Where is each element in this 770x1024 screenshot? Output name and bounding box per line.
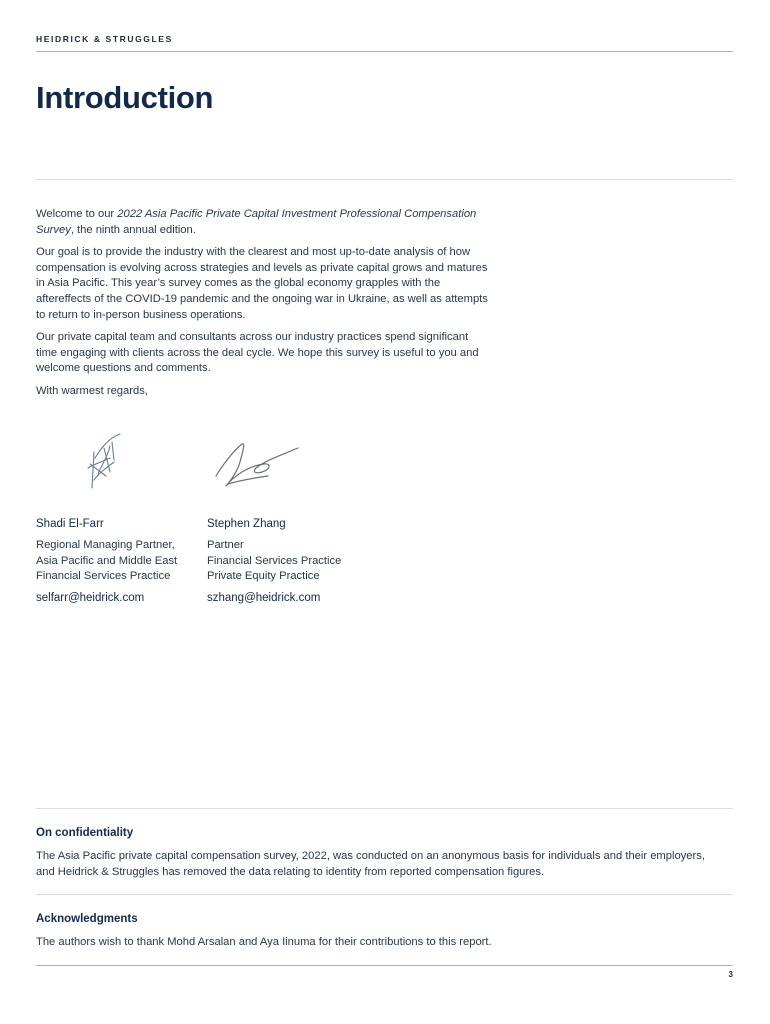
role-line: Private Equity Practice [207,570,320,583]
survey-title: 2022 Asia Pacific Private Capital Investment Professional Compensation Survey [36,208,477,236]
intro-p1-suffix: , the ninth annual edition. [70,223,196,236]
signature-shadi-el-farr [80,428,132,494]
title-divider [36,179,733,180]
signatory-role [207,538,341,585]
confidentiality-heading: On confidentiality [36,827,134,839]
signatory-name: Shadi El-Farr [36,518,104,530]
signatory-2 [207,518,341,604]
signatory-name: Stephen Zhang [207,518,286,530]
footer-divider [36,965,733,966]
role-line: Asia Pacific and Middle East [36,554,178,567]
confidentiality-text: The Asia Pacific private capital compensation survey, 2022, was conducted on an anonymous basis for individuals and their employers, and Heidrick & Struggles has removed the data relating to identity from reported compensation figures. [36,850,705,878]
acknowledgments-divider [36,894,733,895]
intro-p1-prefix: Welcome to our [36,208,118,220]
signatory-1 [36,518,177,604]
role-line: Financial Services Practice [36,570,171,583]
intro-body [36,207,491,407]
page-title: Introduction [36,80,214,115]
confidentiality-divider [36,808,733,809]
role-line: Partner [207,539,244,551]
role-line: Financial Services Practice [207,554,342,567]
intro-paragraph-1 [36,207,491,238]
signatory-role [36,538,177,585]
closing-line: With warmest regards, [36,384,148,397]
role-line: Regional Managing Partner, [36,539,175,551]
signatory-email-link[interactable]: selfarr@heidrick.com [36,591,145,604]
intro-paragraph-3: Our private capital team and consultants across our industry practices spend significant time engaging with clients across the deal cycle. We hope this survey is useful to you and welcome questions and comments. [36,331,479,375]
header-divider [36,51,733,52]
acknowledgments-text: The authors wish to thank Mohd Arsalan and Aya Iinuma for their contributions to this report. [36,936,492,948]
brand-header: HEIDRICK & STRUGGLES [36,34,173,44]
intro-paragraph-2: Our goal is to provide the industry with the clearest and most up-to-date analysis of how compensation is evolving across strategies and levels as private capital grows and matures in Asia Pacific. This year’s survey comes as the global economy grapples with the aftereffects of the COVID-19 pandemic and the ongoing war in Ukraine, as well as attempts to return to in-person business operations. [36,246,488,321]
page-number: 3 [728,970,733,979]
signatory-email-link[interactable]: szhang@heidrick.com [207,591,321,604]
acknowledgments-heading: Acknowledgments [36,913,138,925]
signature-stephen-zhang [212,436,304,492]
